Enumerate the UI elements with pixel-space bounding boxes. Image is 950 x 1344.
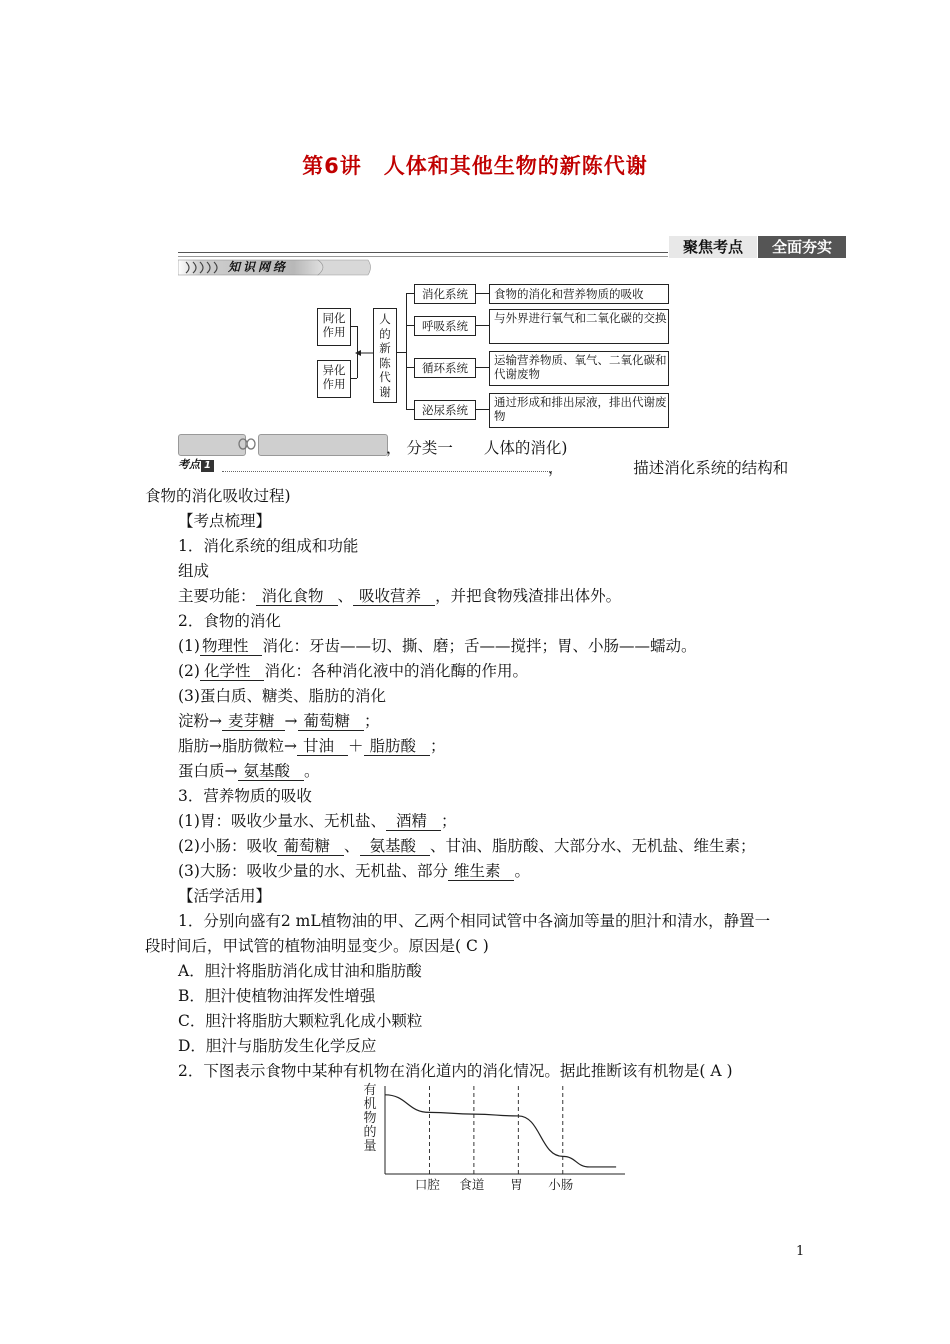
desc-digestive: 食物的消化和营养物质的吸收 [489,284,669,304]
answer-blank: 氨基酸 [360,837,431,856]
page-title: 第6讲 人体和其他生物的新陈代谢 [302,154,648,178]
x-tick-label: 口腔 [414,1177,440,1192]
box-human-metabolism: 人的新陈代谢 [373,308,397,403]
system-respiratory: 呼吸系统 [414,316,476,336]
system-circulatory: 循环系统 [414,358,476,378]
answer-blank: 物理性 [200,637,263,656]
connector-sys-2 [406,325,414,326]
x-tick-label: 胃 [510,1177,523,1192]
series-line [385,1095,616,1167]
question-1-option-c: C．胆汁将脂肪大颗粒乳化成小颗粒 [178,1012,423,1030]
para-2c: (3)蛋白质、糖类、脂肪的消化 [178,687,386,705]
answer-blank: 消化食物 [256,587,338,606]
answer-blank: 化学性 [200,662,265,681]
y-axis-label-char: 物 [363,1111,377,1126]
kaodian-tail-text: ， 描述消化系统的结构和 [548,459,789,477]
para-2b: (2) 化学性 消化：各种消化液中的消化酶的作用。 [178,662,528,680]
para-3c: (3)大肠：吸收少量的水、无机盐、部分 维生素 。 [178,862,530,880]
page-number: 1 [796,1244,805,1259]
para-2e: 脂肪→脂肪微粒→ 甘油 ＋ 脂肪酸 ； [178,737,446,755]
question-1-stem-line-2: 段时间后，甲试管的植物油明显变少。原因是( C ) [145,937,489,955]
section-heading-practice: 【活学活用】 [178,887,272,905]
section-heading-review: 【考点梳理】 [178,512,272,530]
kaodian-cont-text: 食物的消化吸收过程) [145,487,291,505]
answer-blank: 麦芽糖 [222,712,285,731]
y-axis-label-char: 的 [363,1125,377,1140]
banner-right-label: 全面夯实 [758,236,846,258]
para-3: 3．营养物质的吸收 [178,787,312,805]
y-axis-label-char: 量 [363,1139,377,1154]
kaodian-tag: 考点 1 [178,458,214,472]
desc-urinary: 通过形成和排出尿液，排出代谢废物 [489,393,669,428]
connector-sys-4 [406,409,414,410]
connector-desc-2 [475,325,489,326]
answer-blank: 氨基酸 [238,762,305,781]
connector-assimilation [350,326,357,327]
kaodian-number-badge: 1 [201,460,214,472]
para-3b: (2)小肠：吸收 葡萄糖 、 氨基酸 、甘油、脂肪酸、大部分水、无机盐、维生素； [178,837,756,855]
question-1-option-a: A．胆汁将脂肪消化成甘油和脂肪酸 [178,962,422,980]
connector-desc-4 [475,409,489,410]
connector-desc-3 [475,367,489,368]
kaodian-placeholder-box-2 [258,434,388,456]
kaodian-placeholder-box-1 [178,434,246,456]
connector-desc-1 [475,293,489,294]
para-1b: 主要功能： 消化食物 、 吸收营养 ，并把食物残渣排出体外。 [178,587,622,605]
right-bracket-line [406,293,407,410]
x-tick-label: 食道 [459,1177,485,1192]
para-1a: 组成 [178,562,210,580]
para-3a: (1)胃：吸收少量水、无机盐、 酒精 ； [178,812,457,830]
para-2f: 蛋白质→ 氨基酸 。 [178,762,320,780]
question-2-stem: 2．下图表示食物中某种有机物在消化道内的消化情况。据此推断该有机物是( A ) [178,1062,733,1080]
connector-sys-3 [406,367,414,368]
box-dissimilation: 异化作用 [317,360,351,398]
arrow-left-icon [355,348,375,358]
question-1-stem-line-1: 1．分别向盛有2 mL植物油的甲、乙两个相同试管中各滴加等量的胆汁和清水，静置一 [178,912,771,930]
para-1: 1．消化系统的组成和功能 [178,537,359,555]
system-digestive: 消化系统 [414,284,476,304]
connector-sys-1 [406,293,414,294]
answer-blank: 葡萄糖 [277,837,344,856]
question-1-option-d: D．胆汁与脂肪发生化学反应 [178,1037,377,1055]
digestion-line-chart [355,1082,630,1194]
desc-respiratory: 与外界进行氧气和二氧化碳的交换 [489,309,669,344]
desc-circulatory: 运输营养物质、氧气、二氧化碳和代谢废物 [489,351,669,386]
box-assimilation: 同化作用 [317,308,351,346]
y-axis-label-char: 有 [363,1083,377,1098]
answer-blank: 葡萄糖 [298,712,365,731]
answer-blank: 吸收营养 [353,587,435,606]
kaodian-dotted-rule [222,471,552,472]
connector-dissimilation [350,378,357,379]
para-2d: 淀粉→ 麦芽糖 → 葡萄糖 ； [178,712,380,730]
system-urinary: 泌尿系统 [414,400,476,420]
x-tick-label: 小肠 [548,1177,574,1192]
para-2a: (1) 物理性 消化：牙齿——切、撕、磨；舌——搅拌；胃、小肠——蠕动。 [178,637,697,655]
question-1-option-b: B．胆汁使植物油挥发性增强 [178,987,376,1005]
connector-center [396,352,406,353]
y-axis-label-char: 机 [363,1097,377,1112]
answer-blank: 维生素 [448,862,515,881]
knowledge-diagram [0,0,950,440]
link-chain-icon [238,436,256,450]
answer-blank: 甘油 [297,737,348,756]
answer-blank: 酒精 [386,812,441,831]
ribbon-label: 知识网络 [228,260,289,274]
banner-left-label: 聚焦考点 [669,236,757,258]
para-2: 2．食物的消化 [178,612,281,630]
kaodian-head-text: ， 分类一 人体的消化) [386,439,568,457]
answer-blank: 脂肪酸 [364,737,431,756]
